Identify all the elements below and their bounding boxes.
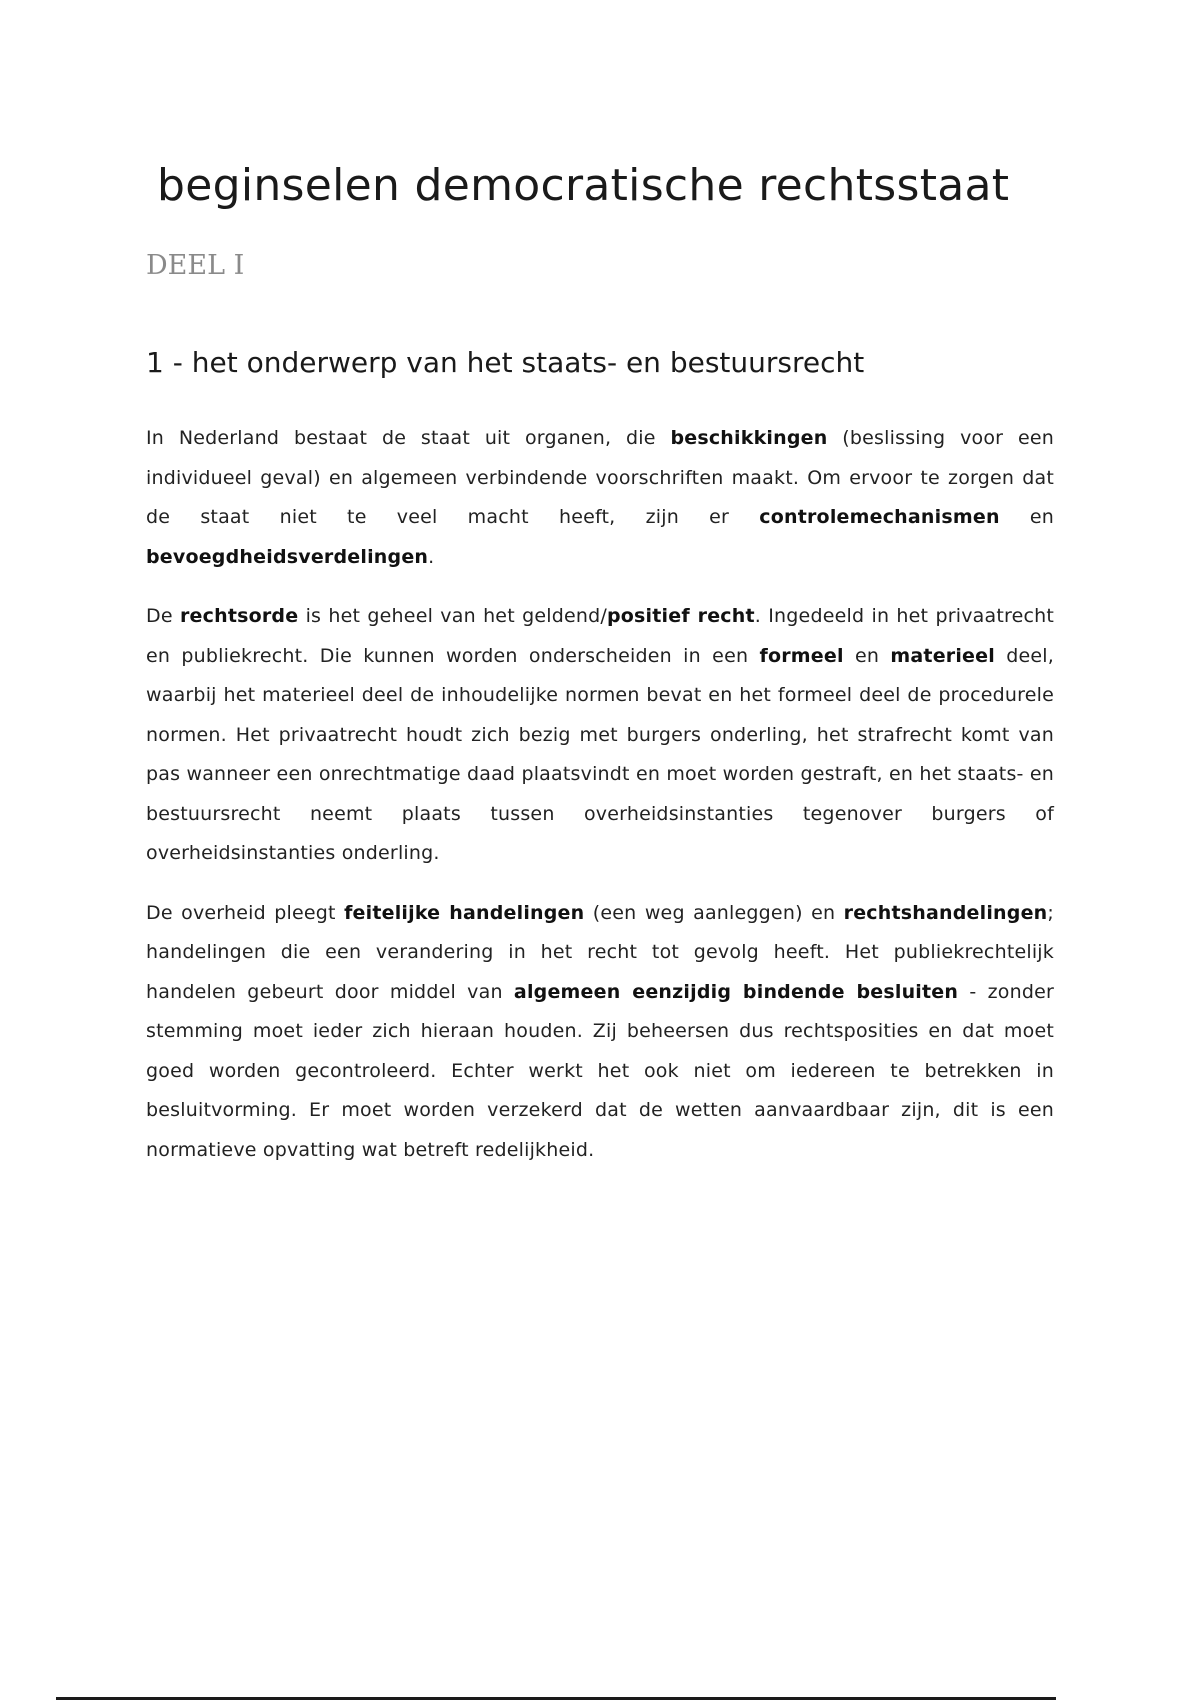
bold-term: controlemechanismen xyxy=(759,506,1000,528)
paragraph-text: (beslissing voor een individueel geval) en algemeen verbindende voorschriften maakt. Om ervoor te zorgen dat de staat niet te veel macht heeft, zijn er xyxy=(146,427,1054,528)
paragraph-text: en xyxy=(843,644,891,667)
bold-term: formeel xyxy=(759,644,844,667)
paragraph-text: (een weg aanleggen) en xyxy=(584,901,844,924)
paragraph-text: deel, waarbij het materieel deel de inhoudelijke normen bevat en het formeel deel de procedurele normen. Het privaatrecht houdt zich bezig met burgers onderling, het strafrecht komt van pas wanneer een onrechtmatige daad plaatsvindt en moet worden gestraft, en het staats- en bestuursrecht neemt plaats tussen overheidsinstanties tegenover burgers of overheidsinstanties onderling. xyxy=(146,644,1054,864)
paragraph-text: In Nederland bestaat de staat uit organen, die xyxy=(146,427,671,449)
paragraph-text: ; handelingen die een verandering in het recht tot gevolg heeft. Het publiekrechtelijk handelen gebeurt door middel van xyxy=(146,901,1054,1003)
bold-term: beschikkingen xyxy=(670,427,828,449)
document-title: beginselen democratische rechtsstaat xyxy=(157,160,1010,211)
paragraph-3 xyxy=(146,894,1054,1171)
paragraph-text: is het geheel van het geldend/ xyxy=(298,605,607,627)
document-body xyxy=(146,419,1054,1190)
paragraph-1 xyxy=(146,419,1054,577)
paragraph-text: . Ingedeeld in het privaatrecht en publiekrecht. Die kunnen worden onderscheiden in een xyxy=(146,605,1054,667)
paragraph-text: - zonder stemming moet ieder zich hieraan houden. Zij beheersen dus rechtsposities en dat moet goed worden gecontroleerd. Echter werkt het ook niet om iedereen te betrekken in besluitvorming. Er moet worden verzekerd dat de wetten aanvaardbaar zijn, dit is een normatieve opvatting wat betreft redelijkheid. xyxy=(146,980,1055,1161)
paragraph-text: De xyxy=(146,605,180,627)
section-heading: 1 - het onderwerp van het staats- en bestuursrecht xyxy=(146,346,865,379)
bold-term: materieel xyxy=(890,644,995,667)
paragraph-2 xyxy=(146,597,1054,874)
paragraph-text: en xyxy=(999,506,1054,528)
part-label: DEEL I xyxy=(146,250,245,281)
bold-term: algemeen eenzijdig bindende besluiten xyxy=(513,980,959,1003)
bold-term: rechtshandelingen xyxy=(843,901,1048,924)
bold-term: feitelijke handelingen xyxy=(344,901,585,924)
paragraph-text: De overheid pleegt xyxy=(146,901,345,924)
paragraph-text: . xyxy=(428,545,435,568)
bold-term: bevoegdheidsverdelingen xyxy=(146,545,429,568)
bold-term: positief recht xyxy=(606,605,755,627)
bold-term: rechtsorde xyxy=(179,605,299,627)
